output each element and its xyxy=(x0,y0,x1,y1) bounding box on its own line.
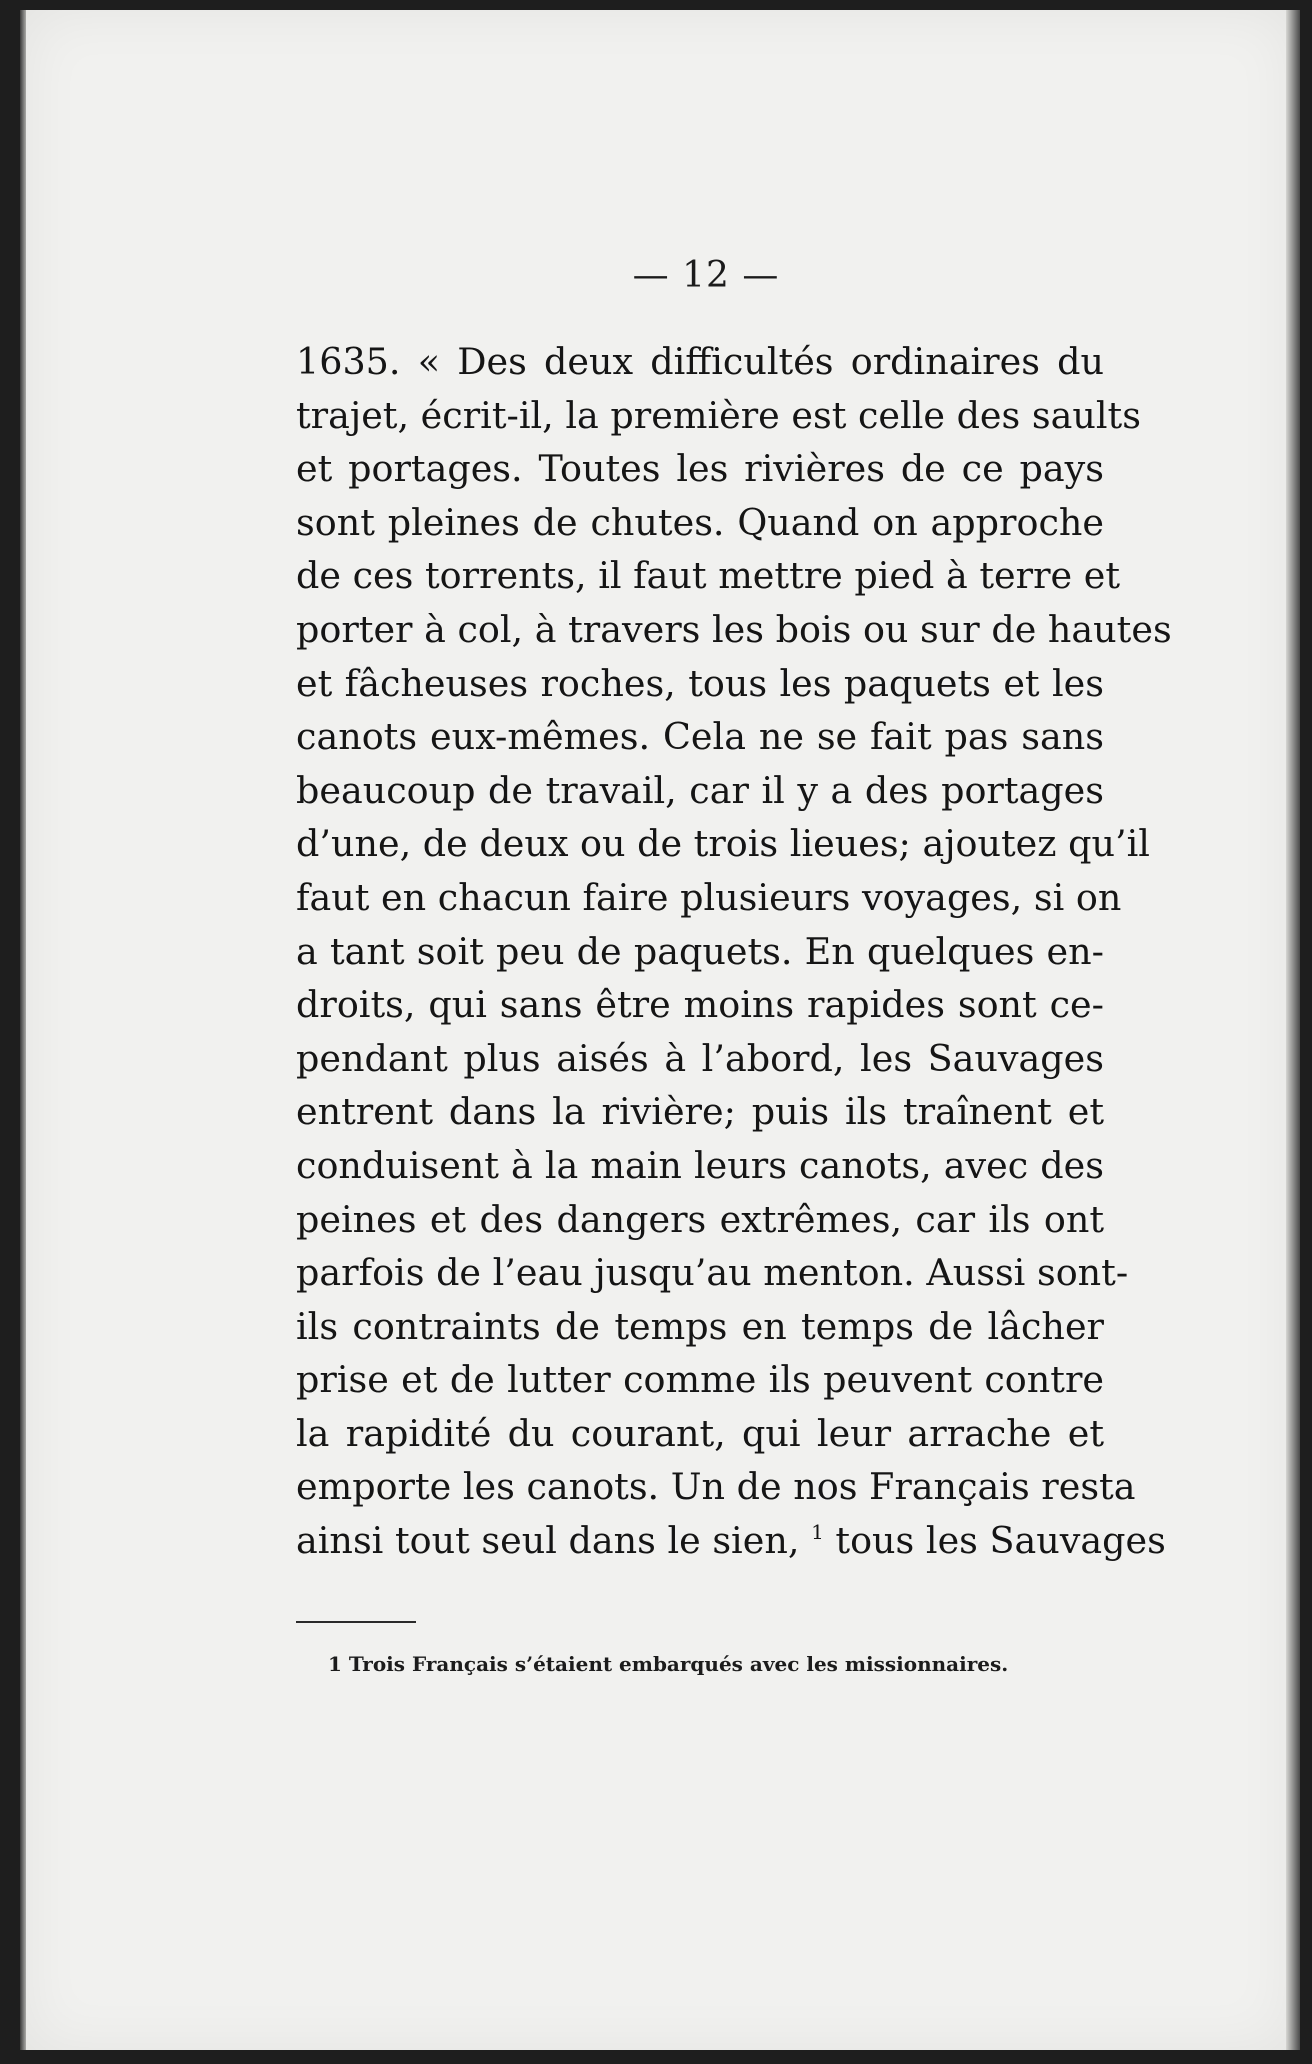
body-text xyxy=(296,335,1172,1568)
text-line: prise et de lutter comme ils peuvent contre xyxy=(296,1358,1104,1402)
page-number: — 12 — xyxy=(632,255,780,296)
text-before-ref: ainsi tout seul dans le sien, xyxy=(296,1519,800,1563)
text-line: a tant soit peu de paquets. En quelques en- xyxy=(296,929,1104,973)
text-line: ils contraints de temps en temps de lâcher xyxy=(296,1304,1104,1348)
text-line: sont pleines de chutes. Quand on approche xyxy=(296,500,1104,544)
text-line: canots eux-mêmes. Cela ne se fait pas sans xyxy=(296,715,1104,759)
footnote-reference: 1 xyxy=(811,1520,824,1545)
text-line: peines et des dangers extrêmes, car ils ont xyxy=(296,1197,1104,1241)
text-line: de ces torrents, il faut mettre pied à terre et xyxy=(296,554,1120,598)
text-line: d’une, de deux ou de trois lieues; ajoutez qu’il xyxy=(296,822,1150,866)
text-line: et fâcheuses roches, tous les paquets et les xyxy=(296,661,1104,705)
page-edge-right xyxy=(1286,10,1300,2050)
footnote-rule xyxy=(296,1621,416,1623)
text-line: beaucoup de travail, car il y a des portages xyxy=(296,768,1104,812)
text-line: la rapidité du courant, qui leur arrache et xyxy=(296,1411,1104,1455)
text-line: parfois de l’eau jusqu’au menton. Aussi sont- xyxy=(296,1251,1129,1295)
text-line: porter à col, à travers les bois ou sur de hautes xyxy=(296,607,1172,651)
footnote: 1 Trois Français s’étaient embarqués avec les missionnaires. xyxy=(328,1652,1009,1676)
text-line: droits, qui sans être moins rapides sont ce- xyxy=(296,983,1104,1027)
text-after-ref: tous les Sauvages xyxy=(835,1519,1166,1563)
text-line: 1635. « Des deux difficultés ordinaires du xyxy=(296,340,1104,383)
text-line: emporte les canots. Un de nos Français resta xyxy=(296,1465,1136,1509)
text-line: pendant plus aisés à l’abord, les Sauvages xyxy=(296,1036,1104,1080)
text-line: entrent dans la rivière; puis ils traînent et xyxy=(296,1090,1104,1134)
text-line-with-footnote-ref xyxy=(296,1514,1166,1568)
text-line: faut en chacun faire plusieurs voyages, si on xyxy=(296,875,1122,919)
text-line: trajet, écrit-il, la première est celle des saults xyxy=(296,393,1141,437)
text-line: et portages. Toutes les rivières de ce pays xyxy=(296,447,1104,491)
text-line: conduisent à la main leurs canots, avec des xyxy=(296,1143,1104,1187)
